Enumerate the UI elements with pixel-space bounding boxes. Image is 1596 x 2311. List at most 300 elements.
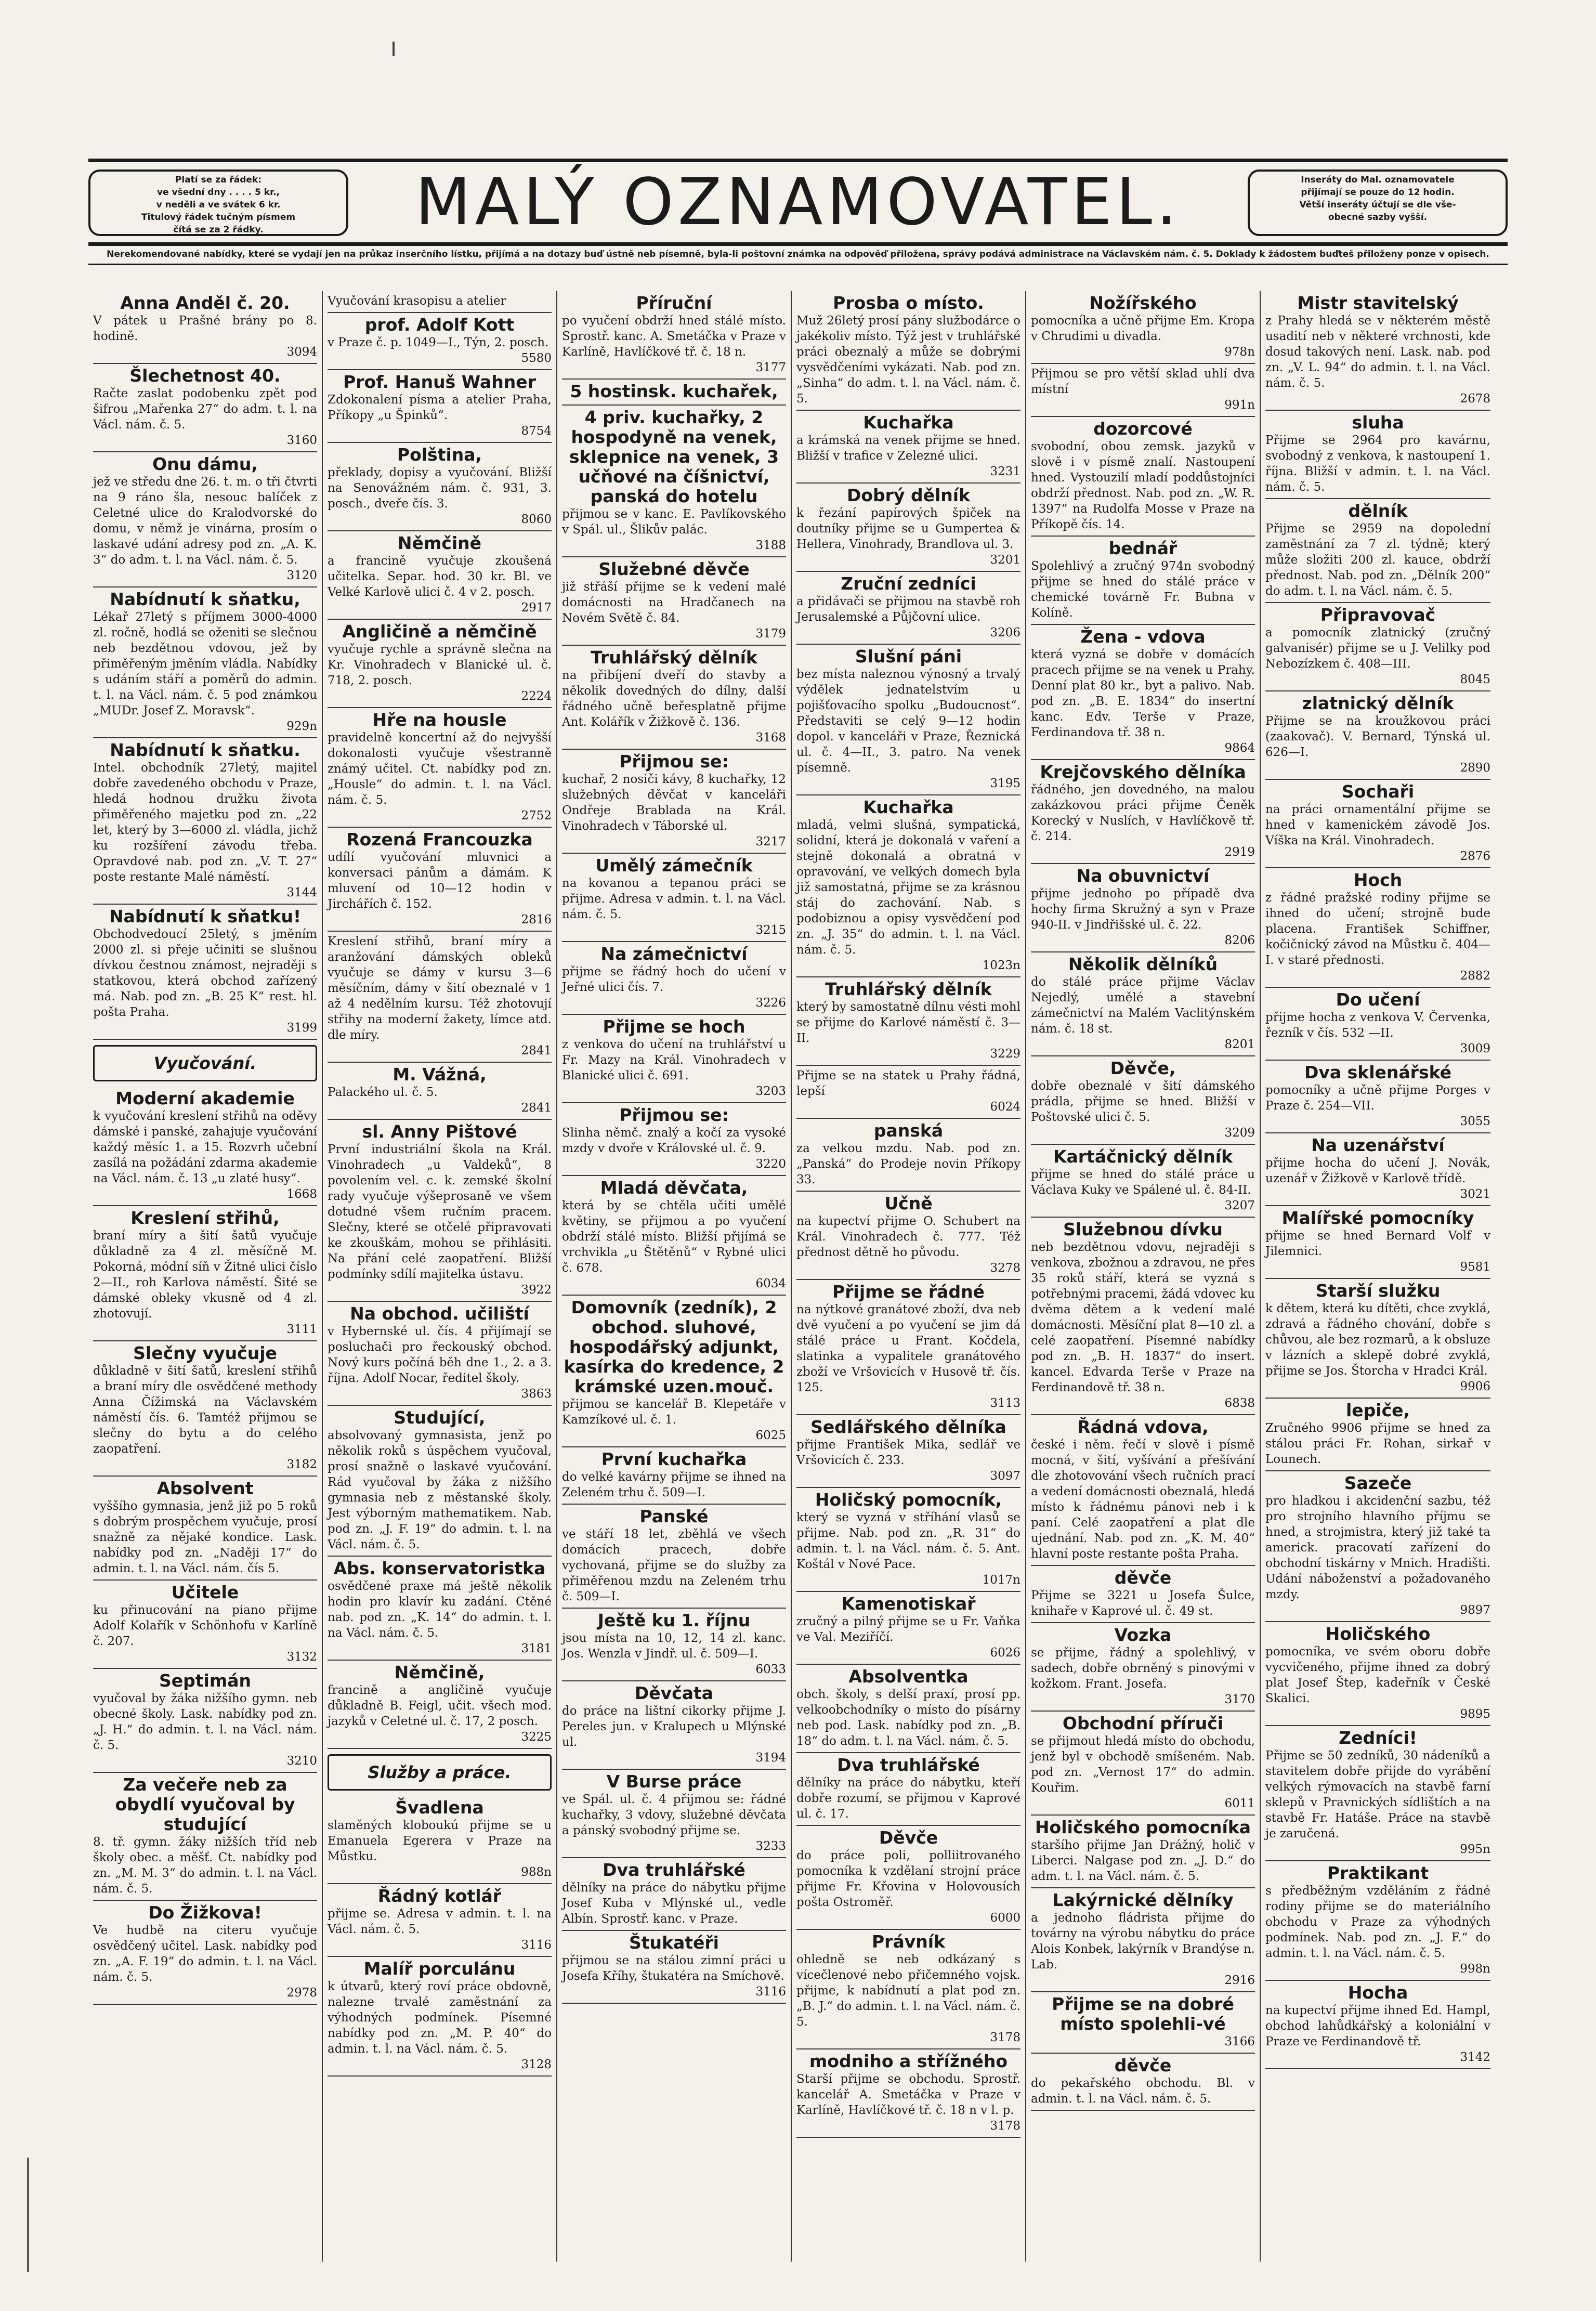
ad-number: 8060	[521, 513, 552, 526]
ad-headline: Přijme se hoch	[603, 1016, 745, 1037]
ad-headline: děvče	[1114, 1568, 1172, 1588]
ad-headline: Kartáčnický dělník	[1053, 1146, 1233, 1167]
ad-text: neb bezdětnou vdovu, nejraději s venkova, zbožnou a zdravou, ne přes 35 roků stáří, která se vyzná s potřebnými pracemi, žádá vdovec ku dvěma dětem a k vedení malé domácnosti. Měsíční plat 8—10 zl. a celé zaopatření. Písemné nabídky pod zn. „B. H. 1837“ do insert. kancel. Edvarda Terše v Praze na Ferdinandově tř. 38 n.	[1031, 1241, 1255, 1394]
ad-text: francině a angličině vyučuje důkladně B. Feigl, učit. všech mod. jazyků v Celetné ul. č. 17, 2 posch.	[328, 1683, 552, 1728]
ad-text: ve Spál. ul. č. 4 přijmou se: řádné kuchařky, 3 vdovy, služebné děvčata a pánský svobodný přijme se.	[562, 1793, 786, 1837]
box-line: obecné sazby vyšší.	[1328, 212, 1428, 223]
ad-number: 3181	[521, 1642, 552, 1655]
ad-number: 3182	[286, 1458, 317, 1471]
ad-text: překlady, dopisy a vyučování. Bližší na Senovážném nám. č. 931, 3. posch., dveře čís. 3.	[328, 466, 552, 511]
classified-ad	[328, 1302, 552, 1406]
ad-number: 3188	[755, 539, 786, 552]
ad-text: Přijme se 2959 na dopolední zaměstnání za 7 zl. týdně; který může složiti 200 zl. kauce, obdrží přednost. Nab. pod zn. „Dělník 200“ do adm. t. l. na Václ. nám. č. 5.	[1265, 522, 1490, 598]
ad-headline: Služebné děvče	[598, 559, 750, 579]
ad-number: 3170	[1224, 1693, 1255, 1706]
classified-ad	[328, 291, 552, 313]
ad-headline: Přijme se na dobré místo spolehli-vé	[1052, 1994, 1234, 2034]
classified-ad	[93, 1206, 317, 1341]
box-line: přijímají se pouze do 12 hodin.	[1301, 187, 1455, 198]
box-line: Platí se za řádek:	[175, 175, 262, 185]
ad-text: k vyučování kreslení střihů na oděvy dámské i panské, zahajuje vyučování každý měsíc 1. a 15. Rozvrh učební zasílá na požádání zdarma akademie na Václ. nám. č. 13 „u zlaté husy“.	[93, 1109, 317, 1185]
classified-ad	[1031, 1623, 1255, 1712]
ad-text: do stálé práce přijme Václav Nejedlý, umělé a stavební zámečnictví na Malém Vaclitýnském nám. č. 18 st.	[1031, 975, 1255, 1036]
ad-number: 9895	[1460, 1707, 1490, 1721]
page-title: MALÝ OZNAMOVATEL.	[415, 165, 1181, 240]
ad-headline: Na zámečnictví	[600, 944, 748, 964]
ad-text: k dětem, která ku dítěti, chce zvyklá, zdravá a řádného chování, dobře s chůvou, ale bez rozmarů, a k obsluze v lázních a sklepě dobré zvyklá, přijme se Jos. Štorcha v Hradci Král.	[1265, 1302, 1490, 1378]
ad-text: která by se chtěla učiti umělé květiny, se přijmou a po vyučení obdrží stálé místo. Bližší přijímá se vrchvikla „u Štětěnů“ v Rybné ulici č. 678.	[562, 1199, 786, 1275]
ad-headline: Dva truhlářské	[837, 1755, 980, 1775]
ad-text: přijme jednoho po případě dva hochy firma Skružný a syn v Praze 940-II. v Jindřišské ul. č. 22.	[1031, 887, 1255, 932]
ad-headline: Malířské pomocníky	[1281, 1208, 1474, 1228]
ad-number: 2916	[1224, 1974, 1255, 1987]
ad-text: obch. školy, s delší praxí, prosí pp. velkoobchodníky o místo do písárny neb pod. Lask. nabídky pod zn. „B. 18“ do adm. t. l. na Václ. nám. č. 5.	[796, 1688, 1021, 1748]
classified-ad	[328, 620, 552, 708]
classified-ad	[93, 905, 317, 1040]
ad-headline: Septimán	[159, 1670, 251, 1691]
ad-headline: Děvčata	[634, 1683, 714, 1703]
ad-text: v Hybernské ul. čís. 4 přijímají se posluchači pro řeckouský obchod. Nový kurs počíná běh dne 1., 2. a 3. října. Adolf Nocar, ředitel školy.	[328, 1325, 552, 1385]
ad-headline: Angličině a němčině	[342, 621, 537, 642]
ad-number: 2919	[1224, 845, 1255, 859]
section-heading: Vyučování.	[93, 1045, 317, 1081]
classified-ad	[562, 646, 786, 750]
ad-text: a jednoho fládrista přijme do továrny na výrobu nábytku do práce Alois Konbek, lakýrník v Brandýse n. Lab.	[1031, 1911, 1255, 1971]
ad-number: 6034	[755, 1277, 786, 1290]
ad-number: 2882	[1460, 969, 1490, 983]
ad-text: a krámská na venek přijme se hned. Bližší v trafice v Zelezné ulici.	[796, 434, 1021, 463]
ad-headline: Holičského	[1325, 1624, 1431, 1644]
ad-headline: prof. Adolf Kott	[364, 315, 515, 335]
classified-ad	[796, 1119, 1021, 1192]
ad-headline: Dva truhlářské	[603, 1860, 745, 1880]
ad-headline: Učitele	[171, 1582, 239, 1602]
ad-text: řádného, jen dovedného, na malou zakázkovou práci přijme Čeněk Korecký v Nuslích, v Havlíčkově tř. č. 214.	[1031, 783, 1255, 843]
ad-number: 3210	[286, 1754, 317, 1768]
ad-number: 3199	[286, 1021, 317, 1035]
ad-text: z venkova do učení na truhlářství u Fr. Mazy na Král. Vinohradech v Blanické ulici č. 691.	[562, 1038, 786, 1082]
ad-headline: děvče	[1114, 2055, 1172, 2075]
ad-number: 3178	[990, 2119, 1021, 2133]
ad-text: přijmou se kancelář B. Klepetáře v Kamzíkové ul. č. 1.	[562, 1398, 786, 1427]
ad-headline: Štukatéři	[629, 1933, 719, 1953]
classified-ad	[1265, 1471, 1490, 1622]
ad-number: 3097	[990, 1469, 1021, 1483]
ad-text: který by samostatně dílnu vésti mohl se přijme do Karlové náměstí č. 3—II.	[796, 1000, 1021, 1045]
ad-headline: Švadlena	[395, 1797, 484, 1818]
box-line: ve všední dny . . . . 5 kr.,	[157, 187, 280, 198]
ad-text: absolvovaný gymnasista, jenž po několik roků s úspěchem vyučoval, prosí snažně o laskavé vyučování. Rád vyučoval by žáka z nižšího gymnasia neb z městanské školy. Jest výborným mathematikem. Nab. pod zn. „J. F. 19“ do admin. t. l. na Václ. nám. č. 5.	[328, 1429, 552, 1551]
ad-headline: Příruční	[636, 293, 712, 313]
classified-ad	[1031, 291, 1255, 364]
ad-text: Přijme se na kroužkovou práci (zaakovač). V. Bernard, Týnská ul. 626—I.	[1265, 714, 1490, 759]
column-3	[557, 291, 792, 2262]
ad-text: osvědčené praxe má ještě několik hodin pro klavír ku zadání. Ctěné nab. pod zn. „K. 14“ do admin. t. l. na Václ. nám. č. 5.	[328, 1579, 552, 1640]
classified-ad	[1031, 417, 1255, 537]
classified-ad	[1265, 1726, 1490, 1861]
ad-headline: lepiče,	[1345, 1400, 1410, 1420]
classified-ad	[93, 1901, 317, 2005]
ad-text: přijme hocha z venkova V. Červenka, řezník v čís. 532 —II.	[1265, 1011, 1490, 1040]
classified-ad	[796, 1592, 1021, 1665]
ad-number: 3166	[1224, 2035, 1255, 2048]
ad-number: 3206	[990, 626, 1021, 639]
ad-number: 6024	[990, 1100, 1021, 1114]
ad-headline: zlatnický dělník	[1302, 693, 1454, 713]
ad-headline: Ještě ku 1. říjnu	[597, 1610, 751, 1630]
ad-text: Přijme se 2964 pro kavárnu, svobodný z venkova, k nastoupení 1. října. Bližší v admin. t. l. na Václ. nám. č. 5.	[1265, 434, 1490, 494]
ad-headline: Na obuvnictví	[1076, 866, 1210, 886]
ad-text: na práci ornamentální přijme se hned v kamenickém závodě Jos. Víška na Král. Vinohradech.	[1265, 803, 1490, 847]
ad-number: 3203	[755, 1085, 786, 1098]
ad-number: 3132	[286, 1650, 317, 1664]
ad-number: 1668	[286, 1187, 317, 1201]
ad-headline: Mistr stavitelský	[1297, 293, 1459, 313]
ad-text: na nýtkové granátové zboží, dva neb dvě vyučení a po vyučení se jim dá stálé práce u Frant. Kočdela, slatinka a vypalitele granátového zboží ve Vršovicích v Husově tř. čís. 125.	[796, 1303, 1021, 1394]
ad-text: Lékař 27letý s příjmem 3000-4000 zl. ročně, hodlá se oženiti se slečnou neb bezdětnou vdovou, jež by přiměřeným jměním vládla. Nabídky s udáním stáří a poměrů do admin. t. l. na Václ. nám. č. 5 pod známkou „MUDr. Josef Z. Moravsk“.	[93, 610, 317, 717]
ad-text: k řezání papírových špiček na doutníky přijme se u Gumpertea & Hellera, Vinohrady, Brandlova ul. 3.	[796, 506, 1021, 551]
ad-headline: Mladá děvčata,	[600, 1178, 748, 1198]
ad-headline: Studující,	[394, 1407, 486, 1428]
ad-number: 8206	[1224, 934, 1255, 947]
ad-number: 6033	[755, 1663, 786, 1676]
box-line: Titulový řádek tučným písmem	[141, 212, 296, 223]
ad-text: na přibíjení dveří do stavby a několik dovedných do dílny, další řádného učně beřesplatně přijme Ant. Kolářík v Žižkově č. 136.	[562, 669, 786, 729]
ad-headline: modniho a střížného	[809, 2051, 1008, 2071]
classified-ad	[796, 1826, 1021, 1930]
classified-ad	[1265, 1622, 1490, 1726]
ad-number: 3160	[286, 434, 317, 447]
ad-headline: Krejčovského dělníka	[1040, 762, 1246, 782]
masthead	[88, 159, 1508, 246]
classified-ad	[562, 750, 786, 854]
ad-text: dělníky na práce do nábytku přijme Josef Kuba v Mlýnské ul., vedle Albín. Sprostř. kanc. v Praze.	[562, 1881, 786, 1926]
classified-ad	[796, 484, 1021, 572]
classified-ad	[1265, 603, 1490, 691]
ad-text: jsou místa na 10, 12, 14 zl. kanc. Jos. Wenzla v Jindř. ul. č. 509—I.	[562, 1631, 786, 1661]
ad-headline: Do Žižkova!	[148, 1902, 262, 1923]
classified-ad	[1031, 364, 1255, 417]
ad-text: Přijme se na statek u Prahy řádná, lepší	[796, 1069, 1021, 1098]
classified-ad	[1031, 2054, 1255, 2111]
classified-ad	[328, 443, 552, 531]
ad-headline: Prof. Hanuš Wahner	[343, 372, 536, 392]
classified-ad	[562, 1447, 786, 1505]
ad-text: přijme se řádný hoch do učení v Jeřné ulici čís. 7.	[562, 965, 786, 994]
classified-ad	[328, 828, 552, 932]
ad-number: 3233	[755, 1839, 786, 1853]
ad-number: 3215	[755, 923, 786, 937]
classified-ad	[328, 313, 552, 370]
ad-text: přijme se hned do stálé práce u Václava Kuky ve Spálené ul. č. 84-II.	[1031, 1168, 1255, 1197]
ad-number: 8754	[521, 424, 552, 438]
ad-number: 3144	[286, 886, 317, 899]
ad-headline: Domovník (zedník), 2 obchod. sluhové, hospodářský adjunkt, kasírka do kredence, 2 krámské uzen.mouč.	[564, 1297, 784, 1396]
ad-number: 3113	[990, 1396, 1021, 1410]
masthead-notice: Nerekomendované nabídky, které se vydají jen na průkaz inserčního lístku, přijímá a na dotazy buď ústně neb písemně, byla-li poštovní známka na odpověď přiložena, správy podává administrace na Václavském nám. č. 5. Doklady k žádostem buďteš přiloženy ponze v opisech.	[88, 249, 1508, 265]
ad-number: 2841	[521, 1101, 552, 1115]
ad-number: 3116	[755, 1985, 786, 1999]
ad-text: Intel. obchodník 27letý, majitel dobře zavedeného obchodu v Praze, hledá hodnou družku života přiměřeného majetku pod zn. „22 let, který by 3—6000 zl. vládla, jichž ku rozšíření závodu třeba. Opravdové nab. pod zn. „V. T. 27“ poste restante Malé náměstí.	[93, 761, 317, 884]
classified-ad	[328, 1063, 552, 1120]
ad-text: Přijme se 50 zedníků, 30 nádeníků a stavitelem dobře přijde do vyrábění velkých rýmovacích na stavbě farní sklepů v Pravnických sídlištích a na stavbě Fr. Hatáše. Práce na stavbě je zaručená.	[1265, 1749, 1490, 1840]
ad-text: přijmou se v kanc. E. Pavlíkovského v Spál. ul., Šlikův palác.	[562, 507, 786, 537]
classified-ad	[796, 1665, 1021, 1753]
column-6	[1261, 291, 1495, 2262]
ad-headline: Panské	[639, 1506, 709, 1526]
ad-headline: sluha	[1352, 412, 1404, 433]
classified-ad	[1265, 1399, 1490, 1471]
ad-headline: Na obchod. učiliští	[350, 1303, 529, 1324]
ad-text: pomocníka, ve svém oboru dobře vycvičeného, přijme ihned za dobrý plat Josef Štep, kadeřník v České Skalici.	[1265, 1645, 1490, 1705]
ad-headline: Truhlářský dělník	[825, 979, 992, 999]
ad-headline: Rozená Francouzka	[346, 829, 533, 850]
ad-headline: Němčině,	[394, 1662, 485, 1682]
ad-text: a pomocník zlatnický (zručný galvanisér) přijme se u J. Velilky pod Nebozízkem č. 408—III.	[1265, 626, 1490, 671]
classified-ad	[796, 977, 1021, 1066]
ad-number: 3177	[755, 361, 786, 374]
classified-ad	[796, 1192, 1021, 1280]
ad-text: ohledně se neb odkázaný s vícečlenové nebo přičemného vojsk. přijme, k nabídnutí a plat pod zn. „B. J.“ do admin. t. l. na Václ. nám. č. 5.	[796, 1953, 1021, 2029]
ad-text: z řádné pražské rodiny přijme se ihned do učení; strojně bude placena. František Schiffner, kočičnický závod na Můstku č. 404—I. v staré přednosti.	[1265, 891, 1490, 967]
classified-ad	[328, 1120, 552, 1302]
ad-text: První industriální škola na Král. Vinohradech „u Valdeků“, 8 povolením vel. c. k. zemské školní rady vyučuje výšeprosaně ve všem dotudné všem ručním pracem. Slečny, které se otčelé připravovati ke zkouškám, mohou se přihlásiti. Na přání celé zaopatření. Bližší podmínky sdílí majitelka ústavu.	[328, 1143, 552, 1281]
classified-ad	[1265, 780, 1490, 868]
ad-headline: Abs. konservatoristka	[333, 1558, 546, 1578]
ad-number: 3179	[755, 627, 786, 641]
ad-number: 3194	[755, 1751, 786, 1765]
ad-number: 3207	[1224, 1199, 1255, 1212]
column-4	[792, 291, 1026, 2262]
classified-ad	[1265, 1981, 1490, 2069]
ad-headline: Přijme se řádné	[832, 1282, 985, 1302]
classified-ad	[1031, 1712, 1255, 1816]
ad-number: 1017n	[982, 1573, 1021, 1587]
ad-number: 3229	[990, 1047, 1021, 1061]
box-line: Inseráty do Mal. oznamovatele	[1301, 175, 1455, 185]
ad-headline: Právník	[872, 1931, 945, 1952]
ad-number: 5580	[521, 351, 552, 365]
ad-headline: V Burse práce	[606, 1771, 742, 1792]
ad-text: Spolehlivý a zručný 974n svobodný přijme se hned do stálé práce v chemické továrně Fr. Bubna v Kolíně.	[1031, 559, 1255, 620]
ad-number: 3178	[990, 2031, 1021, 2044]
classified-ad	[93, 1773, 317, 1901]
submission-box	[1248, 169, 1508, 236]
ad-headline: Holičského pomocníka	[1035, 1817, 1251, 1837]
ad-text: slaměných kloboukú přijme se u Emanuela Egerera v Praze na Můstku.	[328, 1819, 552, 1863]
ad-text: Ve hudbě na citeru vyučuje osvědčený učitel. Lask. nabídky pod zn. „A. F. 19“ do admin. t. l. na Václ. nám. č. 5.	[93, 1924, 317, 1984]
ad-headline: sl. Anny Pištové	[362, 1121, 517, 1142]
classified-ad	[328, 531, 552, 620]
ad-number: 3225	[521, 1730, 552, 1744]
ad-number: 8201	[1224, 1038, 1255, 1051]
ad-text: za velkou mzdu. Nab. pod zn. „Panská“ do Prodeje novin Příkopy 33.	[796, 1142, 1021, 1186]
ad-text: vyučoval by žáka nižšího gymn. neb obecné školy. Lask. nabídky pod zn. „J. H.“ do admin. t. l. na Václ. nám. č. 5.	[93, 1692, 317, 1752]
classified-ad	[796, 2049, 1021, 2138]
ad-number: 3278	[990, 1261, 1021, 1275]
ad-number: 3231	[990, 465, 1021, 478]
ad-number: 9581	[1460, 1260, 1490, 1274]
ad-text: do práce poli, polliitrovaného pomocníka k vzdělaní strojní práce přijme Fr. Křovina v Holovousích pošta Ostroměř.	[796, 1849, 1021, 1909]
ad-text: z Prahy hledá se v některém městě usadití neb v některé vrchnosti, kde dosud takových není. Lask. nab. pod zn. „V. L. 94“ do admin. t. l. na Václ. nám. č. 5.	[1265, 314, 1490, 390]
classified-ad	[562, 854, 786, 942]
ad-number: 3226	[755, 996, 786, 1010]
classified-ad	[1031, 1816, 1255, 1888]
ad-columns	[88, 291, 1497, 2262]
ad-text: přijmou se na stálou zimní práci u Josefa Kříhy, štukatéra na Smíchově.	[562, 1954, 786, 1983]
classified-ad	[93, 1669, 317, 1773]
ad-number: 2978	[286, 1986, 317, 2000]
classified-ad	[1265, 1061, 1490, 1133]
ad-headline: Na uzenářství	[1311, 1135, 1445, 1155]
ad-number: 995n	[1460, 1843, 1490, 1856]
box-line: čítá se za 2 řádky.	[173, 225, 264, 235]
ad-number: 9906	[1460, 1380, 1490, 1393]
ad-headline: Starší služku	[1315, 1281, 1441, 1301]
ad-number: 3209	[1224, 1126, 1255, 1140]
classified-ad	[562, 1176, 786, 1296]
ad-headline: Zedníci!	[1339, 1728, 1417, 1748]
classified-ad	[1265, 1133, 1490, 1206]
ad-text: se přijmout hledá místo do obchodu, jenž byl v obchodě smíšeném. Nab. pod zn. „Vernost 17“ do admin. Kouřim.	[1031, 1734, 1255, 1795]
classified-ad	[1031, 864, 1255, 952]
classified-ad	[1031, 1056, 1255, 1145]
ad-headline: Umělý zámečník	[595, 855, 753, 876]
ad-headline: Nožířského	[1089, 293, 1197, 313]
ad-headline: Dobrý dělník	[846, 485, 971, 505]
classified-ad	[93, 1087, 317, 1206]
ad-number: 3863	[521, 1387, 552, 1401]
ad-number: 3195	[990, 777, 1021, 790]
classified-ad	[1031, 1992, 1255, 2054]
ad-text: na kovanou a tepanou práci se přijme. Adresa v admin. t. l. na Václ. nám. č. 5.	[562, 877, 786, 921]
classified-ad	[93, 1581, 317, 1669]
ad-text: Obchodvedoucí 25letý, s jměním 2000 zl. si přeje učiniti se slušnou dívkou čestnou známost, nejraději s statkovou, která obchod zařízený má. Nab. pod zn. „B. 25 K“ rest. hl. pošta Praha.	[93, 928, 317, 1019]
classified-ad	[562, 380, 786, 406]
box-line: Větší inseráty účtují se dle vše-	[1299, 200, 1456, 210]
ad-number: 8045	[1460, 673, 1490, 686]
classified-ad	[1031, 1145, 1255, 1218]
ad-text: důkladně v šití šatů, kreslení střihů a braní míry dle osvědčené methody Anna Čížimská na Václavském náměstí čís. 6. Tamtéž přijmou se slečny do bytu a do celého zaopatření.	[93, 1364, 317, 1456]
classified-ad	[328, 1884, 552, 1957]
ad-headline: Řádný kotlář	[377, 1886, 502, 1906]
ad-number: 2224	[521, 689, 552, 703]
ad-text: k útvarů, který roví práce obdovně, nalezne trvalé zaměstnání za výhodných podmínek. Písemné nabídky pod zn. „M. P. 40“ do admin. t. l. na Václ. nám. č. 5.	[328, 1980, 552, 2056]
ad-text: ve stáří 18 let, zběhlá ve všech domácích pracech, dobře vychovaná, přijme se do služby za přiměřenou mzdu na Zeleném trhu č. 509—I.	[562, 1527, 786, 1603]
ad-number: 2816	[521, 913, 552, 926]
ad-text: dobře obeznalé v šití dámského prádla, přijme se hned. Bližší v Poštovské ulici č. 5.	[1031, 1079, 1255, 1124]
classified-ad	[328, 932, 552, 1063]
ad-number: 3201	[990, 553, 1021, 567]
ad-headline: Kuchařka	[863, 797, 954, 817]
ad-number: 3009	[1460, 1042, 1490, 1055]
ad-headline: panská	[873, 1120, 944, 1141]
classified-ad	[796, 411, 1021, 484]
classified-ad	[1031, 760, 1255, 864]
classified-ad	[1031, 952, 1255, 1056]
ad-headline: Řádná vdova,	[1077, 1417, 1209, 1437]
ad-text: bez místa naleznou výnosný a trvalý výdělek jednatelstvím u pojišťovacího spolku „Budoucnost“. Představiti se celý 9—12 hodin dopol. v kanceláři v Praze, Řeznická ul. č. 4—II., 3. patro. Na venek písemně.	[796, 668, 1021, 775]
ad-number: 3220	[755, 1157, 786, 1171]
ad-number: 6838	[1224, 1396, 1255, 1410]
ad-headline: Přijmou se:	[619, 1105, 729, 1125]
ad-number: 3217	[755, 835, 786, 848]
ad-text: pomocníky a učně přijme Porges v Praze č. 254—VII.	[1265, 1083, 1490, 1113]
ad-number: 2752	[521, 809, 552, 822]
classified-ad	[328, 370, 552, 443]
ad-number: 6011	[1224, 1797, 1255, 1810]
ad-headline: Děvče	[879, 1827, 938, 1848]
classified-ad	[328, 1796, 552, 1884]
ad-number: 988n	[521, 1865, 552, 1879]
ad-number: 1023n	[982, 959, 1021, 972]
ad-number: 3021	[1460, 1187, 1490, 1201]
classified-ad	[1265, 868, 1490, 988]
ad-headline: Obchodní příruči	[1062, 1713, 1224, 1733]
classified-ad	[1265, 1279, 1490, 1399]
classified-ad	[328, 1957, 552, 2077]
ad-number: 2890	[1460, 761, 1490, 775]
ad-number: 3128	[521, 2058, 552, 2071]
classified-ad	[796, 1415, 1021, 1488]
ad-number: 2917	[521, 601, 552, 615]
ad-headline: Anna Anděl č. 20.	[120, 293, 290, 313]
classified-ad	[796, 1753, 1021, 1826]
ad-headline: Nabídnutí k sňatku.	[110, 740, 300, 760]
ad-headline: Učně	[884, 1193, 933, 1213]
ad-headline: Nabídnutí k sňatku,	[110, 589, 300, 609]
ad-text: Vyučování krasopisu a atelier	[328, 294, 506, 308]
ad-number: 3922	[521, 1283, 552, 1297]
ad-text: Zdokonalení písma a atelier Praha, Příkopy „u Špinků“.	[328, 393, 552, 422]
ad-headline: Služebnou dívku	[1063, 1219, 1223, 1239]
column-2	[323, 291, 557, 2262]
ad-headline: Prosba o místo.	[833, 293, 984, 313]
classified-ad	[1031, 1566, 1255, 1623]
ad-headline: Slušní páni	[855, 646, 962, 667]
classified-ad	[796, 645, 1021, 795]
ad-headline: Šlechetnost 40.	[129, 365, 281, 386]
ad-headline: Do učení	[1336, 989, 1420, 1010]
classified-ad	[328, 1406, 552, 1557]
ad-text: svobodní, obou zemsk. jazyků v slově i v písmě znalí. Nastoupení hned. Vystouzilí mladí poddůstojníci obdrží přednost. Nab. pod zn. „W. R. 1397“ na Rudolfa Mosse v Praze na Příkopě čís. 14.	[1031, 440, 1255, 531]
classified-ad	[562, 291, 786, 380]
ad-headline: Absolvent	[156, 1478, 254, 1498]
ad-text: Přijme se 3221 u Josefa Šulce, knihaře v Kaprové ul. č. 49 st.	[1031, 1589, 1255, 1618]
classified-ad	[93, 1341, 317, 1477]
ad-headline: Truhlářský dělník	[591, 647, 757, 668]
ad-headline: Kuchařka	[863, 412, 954, 433]
ad-text: Račte zaslat podobenku zpět pod šifrou „Mařenka 27“ do adm. t. l. na Václ. nám. č. 5.	[93, 387, 317, 432]
ad-headline: Sazeče	[1344, 1473, 1412, 1493]
ad-headline: Dva sklenářské	[1304, 1062, 1452, 1082]
ad-text: Slinha němč. znalý a kočí za vysoké mzdy v dvoře v Královské ul. č. 9.	[562, 1126, 786, 1155]
ad-headline: Slečny vyučuje	[133, 1343, 277, 1363]
ad-headline: Absolventka	[848, 1666, 969, 1687]
ad-headline: Praktikant	[1327, 1863, 1429, 1883]
ad-text: pomocníka a učně přijme Em. Kropa v Chrudimi u divadla.	[1031, 314, 1255, 343]
ad-headline: Hoch	[1353, 870, 1403, 890]
ad-text: do práce na lištní cikorky přijme J. Pereles jun. v Kralupech u Mlýnské ul.	[562, 1704, 786, 1749]
ad-headline: Připravovač	[1320, 605, 1436, 625]
ad-number: 978n	[1224, 345, 1255, 359]
classified-ad	[562, 1015, 786, 1103]
classified-ad	[1031, 1218, 1255, 1415]
ad-number: 991n	[1224, 398, 1255, 412]
scan-mark	[393, 42, 395, 56]
column-5	[1026, 291, 1261, 2262]
classified-ad	[1265, 411, 1490, 499]
